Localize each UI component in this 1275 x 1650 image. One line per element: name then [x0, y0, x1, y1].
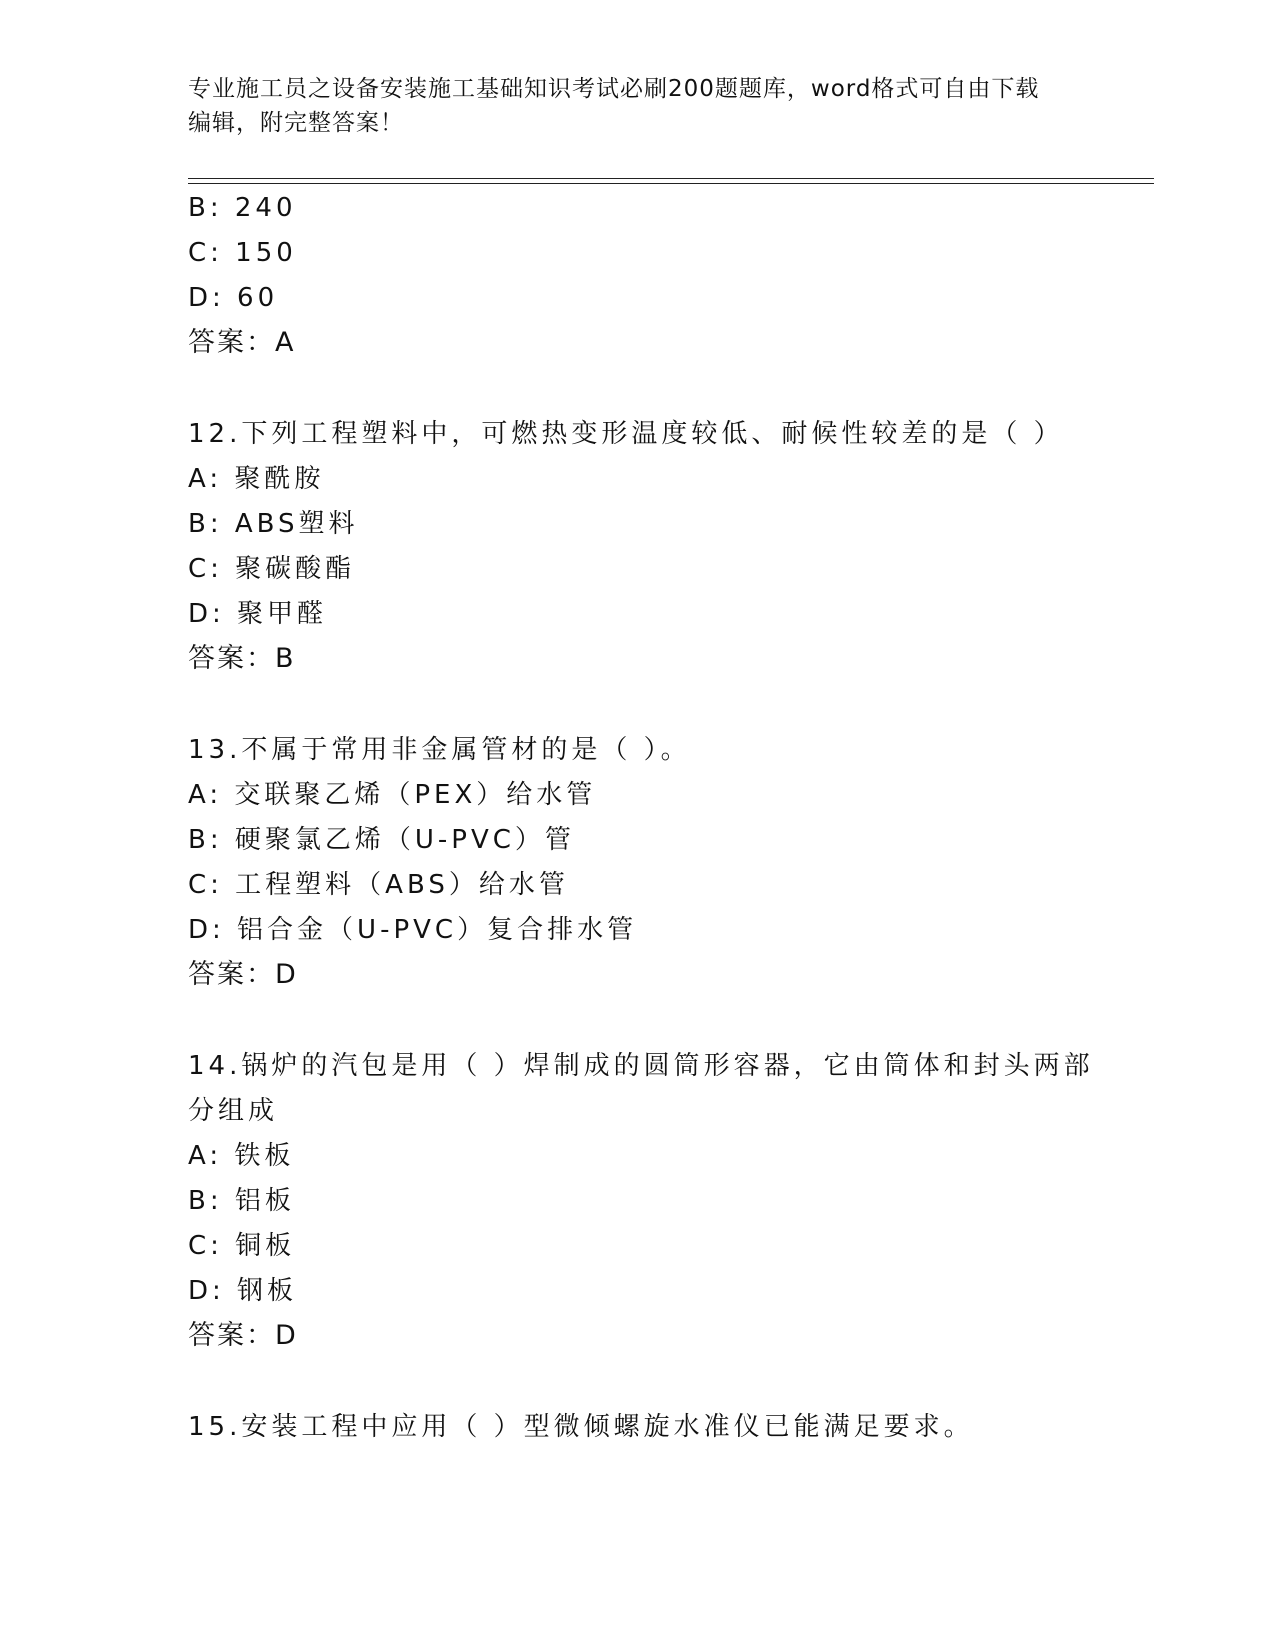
q14-question-line-2: 分组成 [188, 1096, 279, 1126]
q11-answer: 答案：A [188, 327, 296, 358]
q12-option-d: D: 聚甲醛 [188, 599, 328, 629]
q15-question: 15.安装工程中应用（ ）型微倾螺旋水准仪已能满足要求。 [188, 1412, 974, 1442]
header-line-1: 专业施工员之设备安装施工基础知识考试必刷200题题库，word格式可自由下载 [188, 76, 1040, 102]
q13-option-c: C: 工程塑料（ABS）给水管 [188, 870, 569, 900]
header-divider-bottom [188, 183, 1154, 184]
q13-option-d: D: 铝合金（U-PVC）复合排水管 [188, 915, 638, 945]
q12-option-a: A: 聚酰胺 [188, 464, 325, 494]
q13-answer: 答案：D [188, 959, 298, 990]
q14-option-b: B: 铝板 [188, 1186, 295, 1216]
q14-question-line-1: 14.锅炉的汽包是用（ ）焊制成的圆筒形容器，它由筒体和封头两部 [188, 1051, 1094, 1081]
q13-option-a: A: 交联聚乙烯（PEX）给水管 [188, 780, 597, 810]
q11-option-b: B: 240 [188, 193, 297, 223]
document-header [188, 72, 1088, 140]
header-divider-top [188, 178, 1154, 179]
q14-answer: 答案：D [188, 1320, 298, 1351]
q13-question: 13.不属于常用非金属管材的是（ ）。 [188, 735, 691, 765]
q12-option-c: C: 聚碳酸酯 [188, 554, 356, 584]
q14-option-d: D: 钢板 [188, 1276, 298, 1306]
q12-answer: 答案：B [188, 643, 296, 674]
q12-option-b: B: ABS塑料 [188, 509, 359, 539]
q14-option-c: C: 铜板 [188, 1231, 296, 1261]
q11-option-d: D: 60 [188, 283, 279, 313]
q12-question: 12.下列工程塑料中，可燃热变形温度较低、耐候性较差的是（ ） [188, 419, 1064, 449]
header-line-2: 编辑，附完整答案！ [188, 110, 404, 136]
q13-option-b: B: 硬聚氯乙烯（U-PVC）管 [188, 825, 575, 855]
q14-option-a: A: 铁板 [188, 1141, 295, 1171]
q11-option-c: C: 150 [188, 238, 297, 268]
